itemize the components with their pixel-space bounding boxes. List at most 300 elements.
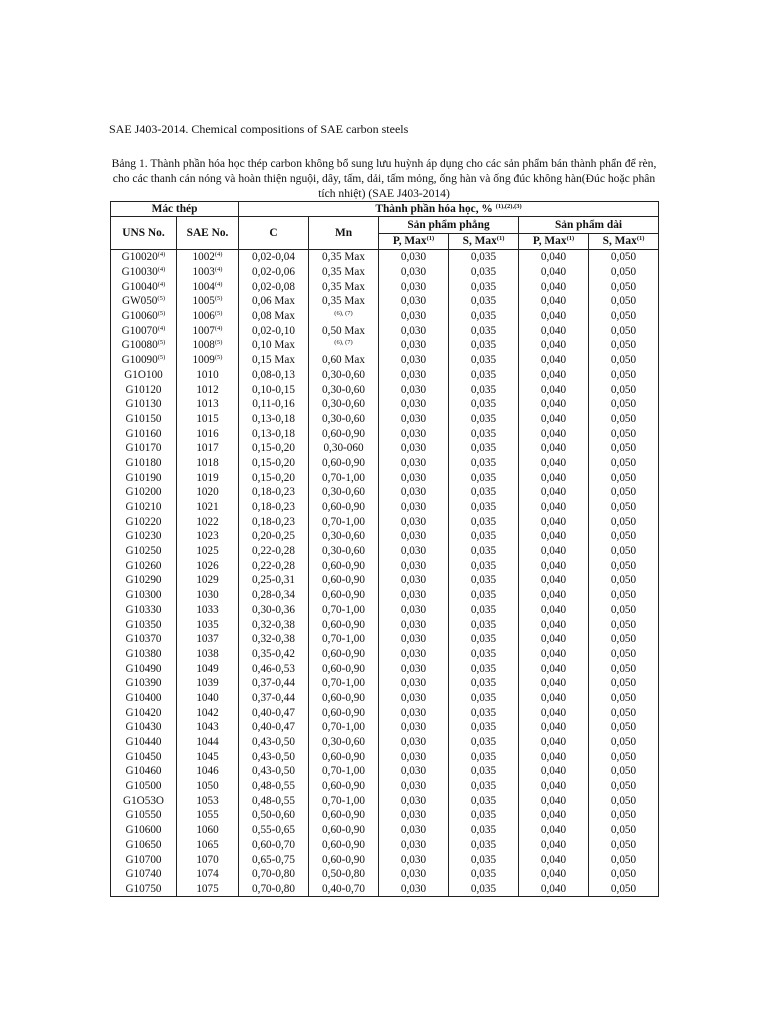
uns-cell-value: G10260 <box>125 559 162 572</box>
carbon-cell <box>239 529 309 544</box>
p-flat-cell-value: 0,030 <box>400 765 427 778</box>
s-long-cell <box>589 441 659 456</box>
manganese-cell <box>309 823 379 838</box>
header-p-max-long-label: P, Max <box>532 235 567 248</box>
s-long-cell <box>589 294 659 309</box>
carbon-cell <box>239 397 309 412</box>
p-flat-cell <box>379 676 449 691</box>
s-flat-cell-value: 0,035 <box>470 706 497 719</box>
uns-cell <box>111 470 177 485</box>
table-row <box>111 397 659 412</box>
header-s-max-long-note: (1) <box>636 235 645 243</box>
header-sae: SAE No. <box>177 217 239 250</box>
s-long-cell-value: 0,050 <box>610 530 637 543</box>
sae-cell-value: 1030 <box>196 589 219 602</box>
uns-cell <box>111 368 177 383</box>
header-c: C <box>239 217 309 250</box>
uns-cell-note: (4) <box>157 324 166 332</box>
carbon-cell-value: 0,43-0,50 <box>252 765 295 778</box>
carbon-cell <box>239 470 309 485</box>
s-flat-cell-value: 0,035 <box>470 824 497 837</box>
p-flat-cell-value: 0,030 <box>400 662 427 675</box>
sae-cell <box>177 705 239 720</box>
s-long-cell <box>589 808 659 823</box>
s-flat-cell <box>449 353 519 368</box>
p-flat-cell <box>379 397 449 412</box>
s-flat-cell-value: 0,035 <box>470 251 497 264</box>
s-long-cell-value: 0,050 <box>610 765 637 778</box>
s-flat-cell <box>449 882 519 897</box>
uns-cell-value: G10190 <box>125 471 162 484</box>
manganese-cell-value: 0,30-0,60 <box>322 398 365 411</box>
p-long-cell <box>519 309 589 324</box>
p-long-cell-value: 0,040 <box>540 574 567 587</box>
p-flat-cell-value: 0,030 <box>400 545 427 558</box>
table-row <box>111 691 659 706</box>
s-long-cell-value: 0,050 <box>610 251 637 264</box>
header-p-max-flat-label: P, Max <box>392 235 427 248</box>
s-long-cell <box>589 353 659 368</box>
uns-cell-value: G10300 <box>125 589 162 602</box>
p-long-cell <box>519 647 589 662</box>
s-flat-cell-value: 0,035 <box>470 618 497 631</box>
s-flat-cell-value: 0,035 <box>470 559 497 572</box>
sae-cell-value: 1023 <box>196 530 219 543</box>
s-long-cell <box>589 705 659 720</box>
uns-cell-value: G10740 <box>125 868 162 881</box>
sae-cell <box>177 382 239 397</box>
manganese-cell <box>309 397 379 412</box>
p-flat-cell <box>379 485 449 500</box>
p-flat-cell-value: 0,030 <box>400 354 427 367</box>
s-flat-cell <box>449 529 519 544</box>
uns-cell-note: (4) <box>157 266 166 274</box>
p-long-cell <box>519 779 589 794</box>
p-flat-cell <box>379 368 449 383</box>
s-flat-cell-value: 0,035 <box>470 456 497 469</box>
p-long-cell <box>519 735 589 750</box>
sae-cell <box>177 265 239 280</box>
table-caption: Bảng 1. Thành phần hóa học thép carbon không bổ sung lưu huỳnh áp dụng cho các sản phẩm bán thành phẩn để rèn, cho các thanh cán nóng và hoàn thiện nguội, dây, tấm, dải, tấm mỏng, ống hàn và ống đúc không hàn(Đúc hoặc phân tích nhiệt) (SAE J403-2014) <box>111 157 657 200</box>
table-row <box>111 852 659 867</box>
sae-cell-note: (5) <box>214 310 223 318</box>
s-flat-cell <box>449 397 519 412</box>
s-long-cell <box>589 426 659 441</box>
p-flat-cell-value: 0,030 <box>400 530 427 543</box>
s-long-cell-value: 0,050 <box>610 589 637 602</box>
sae-cell <box>177 852 239 867</box>
s-long-cell-value: 0,050 <box>610 545 637 558</box>
uns-cell <box>111 793 177 808</box>
sae-cell <box>177 808 239 823</box>
manganese-cell <box>309 603 379 618</box>
carbon-cell <box>239 705 309 720</box>
carbon-cell <box>239 279 309 294</box>
uns-cell <box>111 294 177 309</box>
sae-cell <box>177 412 239 427</box>
s-long-cell <box>589 456 659 471</box>
sae-cell <box>177 485 239 500</box>
manganese-cell <box>309 544 379 559</box>
p-flat-cell <box>379 632 449 647</box>
s-flat-cell-value: 0,035 <box>470 603 497 616</box>
p-flat-cell-value: 0,030 <box>400 383 427 396</box>
table-row <box>111 544 659 559</box>
uns-cell-value: G10170 <box>125 442 162 455</box>
manganese-cell <box>309 647 379 662</box>
sae-cell-value: 1013 <box>196 398 219 411</box>
s-flat-cell-value: 0,035 <box>470 853 497 866</box>
p-flat-cell-value: 0,030 <box>400 706 427 719</box>
uns-cell <box>111 529 177 544</box>
p-long-cell-value: 0,040 <box>540 603 567 616</box>
table-row <box>111 426 659 441</box>
uns-cell <box>111 558 177 573</box>
p-flat-cell <box>379 720 449 735</box>
p-long-cell <box>519 368 589 383</box>
s-flat-cell <box>449 852 519 867</box>
carbon-cell-value: 0,18-0,23 <box>252 486 295 499</box>
s-flat-cell-value: 0,035 <box>470 398 497 411</box>
s-flat-cell-value: 0,035 <box>470 647 497 660</box>
uns-cell-value: G10090 <box>121 354 158 367</box>
p-flat-cell-value: 0,030 <box>400 427 427 440</box>
s-flat-cell <box>449 441 519 456</box>
p-long-cell-value: 0,040 <box>540 691 567 704</box>
carbon-cell-value: 0,15-0,20 <box>252 442 295 455</box>
manganese-cell-value: 0,60-0,90 <box>322 706 365 719</box>
manganese-cell-value: 0,35 Max <box>322 295 365 308</box>
p-flat-cell-value: 0,030 <box>400 794 427 807</box>
sae-cell <box>177 676 239 691</box>
p-flat-cell-value: 0,030 <box>400 750 427 763</box>
sae-cell-value: 1042 <box>196 706 219 719</box>
uns-cell-value: G10150 <box>125 412 162 425</box>
manganese-cell <box>309 838 379 853</box>
carbon-cell-value: 0,02-0,08 <box>252 280 295 293</box>
p-long-cell <box>519 353 589 368</box>
p-flat-cell-value: 0,030 <box>400 780 427 793</box>
p-flat-cell <box>379 661 449 676</box>
s-long-cell <box>589 338 659 353</box>
s-long-cell-value: 0,050 <box>610 721 637 734</box>
manganese-cell-value: 0,35 Max <box>322 266 365 279</box>
s-long-cell <box>589 485 659 500</box>
p-long-cell-value: 0,040 <box>540 559 567 572</box>
carbon-cell-value: 0,22-0,28 <box>252 559 295 572</box>
p-flat-cell <box>379 309 449 324</box>
p-long-cell-value: 0,040 <box>540 794 567 807</box>
sae-cell-value: 1060 <box>196 824 219 837</box>
s-flat-cell <box>449 764 519 779</box>
p-long-cell-value: 0,040 <box>540 647 567 660</box>
manganese-cell <box>309 485 379 500</box>
p-flat-cell-value: 0,030 <box>400 882 427 895</box>
uns-cell <box>111 323 177 338</box>
header-s-max-flat <box>449 233 519 250</box>
uns-cell-value: G10350 <box>125 618 162 631</box>
s-long-cell-value: 0,050 <box>610 354 637 367</box>
s-long-cell-value: 0,050 <box>610 618 637 631</box>
sae-cell-value: 1003 <box>192 266 215 279</box>
table-row <box>111 793 659 808</box>
uns-cell <box>111 749 177 764</box>
table-row <box>111 764 659 779</box>
header-grade-group: Mác thép <box>111 202 239 217</box>
s-flat-cell-value: 0,035 <box>470 589 497 602</box>
sae-cell-value: 1040 <box>196 691 219 704</box>
sae-cell-value: 1053 <box>196 794 219 807</box>
carbon-cell <box>239 250 309 265</box>
header-p-max-long <box>519 233 589 250</box>
manganese-cell <box>309 353 379 368</box>
manganese-cell <box>309 368 379 383</box>
header-composition-group <box>239 202 659 217</box>
p-long-cell <box>519 603 589 618</box>
uns-cell-note: (4) <box>157 280 166 288</box>
s-flat-cell <box>449 382 519 397</box>
s-flat-cell <box>449 250 519 265</box>
sae-cell-value: 1075 <box>196 882 219 895</box>
uns-cell-value: G10080 <box>121 339 158 352</box>
sae-cell-value: 1005 <box>192 295 215 308</box>
table-row <box>111 661 659 676</box>
s-long-cell-value: 0,050 <box>610 427 637 440</box>
manganese-cell-value: 0,35 Max <box>322 251 365 264</box>
manganese-cell <box>309 661 379 676</box>
s-flat-cell-value: 0,035 <box>470 633 497 646</box>
p-long-cell <box>519 691 589 706</box>
carbon-cell-value: 0,15 Max <box>252 354 295 367</box>
manganese-cell <box>309 441 379 456</box>
s-long-cell <box>589 588 659 603</box>
manganese-cell-note: (6), (7) <box>334 339 353 347</box>
s-long-cell <box>589 544 659 559</box>
s-long-cell <box>589 720 659 735</box>
s-flat-cell <box>449 779 519 794</box>
carbon-cell-value: 0,48-0,55 <box>252 780 295 793</box>
s-long-cell-value: 0,050 <box>610 750 637 763</box>
table-row <box>111 412 659 427</box>
s-long-cell-value: 0,050 <box>610 280 637 293</box>
p-long-cell <box>519 470 589 485</box>
manganese-cell <box>309 294 379 309</box>
carbon-cell <box>239 823 309 838</box>
carbon-cell-value: 0,43-0,50 <box>252 736 295 749</box>
table-row <box>111 676 659 691</box>
s-flat-cell <box>449 323 519 338</box>
p-flat-cell-value: 0,030 <box>400 647 427 660</box>
uns-cell-value: G10040 <box>121 280 158 293</box>
s-flat-cell <box>449 412 519 427</box>
sae-cell <box>177 514 239 529</box>
s-flat-cell-value: 0,035 <box>470 324 497 337</box>
uns-cell-value: G10400 <box>125 691 162 704</box>
manganese-cell <box>309 573 379 588</box>
manganese-cell <box>309 676 379 691</box>
table-row <box>111 882 659 897</box>
p-long-cell-value: 0,040 <box>540 412 567 425</box>
manganese-cell-value: 0,30-0,60 <box>322 486 365 499</box>
s-flat-cell <box>449 309 519 324</box>
manganese-cell-value: 0,35 Max <box>322 280 365 293</box>
carbon-cell-value: 0,37-0,44 <box>252 677 295 690</box>
p-flat-cell <box>379 456 449 471</box>
carbon-cell <box>239 632 309 647</box>
p-flat-cell <box>379 294 449 309</box>
table-row <box>111 441 659 456</box>
carbon-cell <box>239 764 309 779</box>
manganese-cell <box>309 323 379 338</box>
s-long-cell-value: 0,050 <box>610 310 637 323</box>
s-long-cell <box>589 749 659 764</box>
sae-cell <box>177 558 239 573</box>
carbon-cell-value: 0,02-0,10 <box>252 324 295 337</box>
s-flat-cell-value: 0,035 <box>470 368 497 381</box>
manganese-cell <box>309 764 379 779</box>
uns-cell-value: G10230 <box>125 530 162 543</box>
carbon-cell <box>239 603 309 618</box>
uns-cell-value: G10290 <box>125 574 162 587</box>
s-flat-cell <box>449 265 519 280</box>
p-long-cell <box>519 867 589 882</box>
p-flat-cell <box>379 793 449 808</box>
p-long-cell <box>519 838 589 853</box>
composition-table <box>110 201 659 897</box>
uns-cell <box>111 705 177 720</box>
header-s-max-long <box>589 233 659 250</box>
table-row <box>111 279 659 294</box>
s-flat-cell-value: 0,035 <box>470 486 497 499</box>
manganese-cell <box>309 470 379 485</box>
s-flat-cell-value: 0,035 <box>470 295 497 308</box>
table-row <box>111 603 659 618</box>
s-flat-cell-value: 0,035 <box>470 339 497 352</box>
s-long-cell <box>589 882 659 897</box>
p-long-cell-value: 0,040 <box>540 368 567 381</box>
sae-cell-value: 1002 <box>192 251 215 264</box>
carbon-cell-value: 0,65-0,75 <box>252 853 295 866</box>
table-row <box>111 617 659 632</box>
sae-cell-note: (4) <box>214 280 223 288</box>
carbon-cell-value: 0,37-0,44 <box>252 691 295 704</box>
manganese-cell <box>309 382 379 397</box>
carbon-cell-value: 0,20-0,25 <box>252 530 295 543</box>
p-long-cell-value: 0,040 <box>540 354 567 367</box>
s-flat-cell <box>449 338 519 353</box>
sae-cell-value: 1074 <box>196 868 219 881</box>
p-long-cell-value: 0,040 <box>540 545 567 558</box>
s-long-cell-value: 0,050 <box>610 868 637 881</box>
uns-cell <box>111 412 177 427</box>
p-long-cell-value: 0,040 <box>540 515 567 528</box>
sae-cell-value: 1017 <box>196 442 219 455</box>
table-row <box>111 353 659 368</box>
table-row <box>111 573 659 588</box>
carbon-cell-value: 0,46-0,53 <box>252 662 295 675</box>
p-long-cell-value: 0,040 <box>540 706 567 719</box>
p-long-cell <box>519 265 589 280</box>
carbon-cell-value: 0,43-0,50 <box>252 750 295 763</box>
manganese-cell <box>309 338 379 353</box>
p-long-cell-value: 0,040 <box>540 471 567 484</box>
manganese-cell-value: 0,30-0,60 <box>322 368 365 381</box>
p-flat-cell-value: 0,030 <box>400 559 427 572</box>
s-flat-cell-value: 0,035 <box>470 868 497 881</box>
p-flat-cell <box>379 470 449 485</box>
p-long-cell <box>519 412 589 427</box>
uns-cell-value: G10420 <box>125 706 162 719</box>
header-row-columns <box>111 217 659 234</box>
sae-cell-value: 1012 <box>196 383 219 396</box>
s-long-cell-value: 0,050 <box>610 574 637 587</box>
manganese-cell-value: 0,60-0,90 <box>322 750 365 763</box>
s-long-cell-value: 0,050 <box>610 691 637 704</box>
carbon-cell-value: 0,22-0,28 <box>252 545 295 558</box>
uns-cell <box>111 603 177 618</box>
manganese-cell-value: 0,60-0,90 <box>322 618 365 631</box>
p-flat-cell-value: 0,030 <box>400 853 427 866</box>
p-long-cell <box>519 676 589 691</box>
s-long-cell-value: 0,050 <box>610 486 637 499</box>
p-flat-cell <box>379 705 449 720</box>
p-flat-cell <box>379 882 449 897</box>
p-flat-cell <box>379 749 449 764</box>
carbon-cell <box>239 456 309 471</box>
s-long-cell <box>589 250 659 265</box>
manganese-cell <box>309 867 379 882</box>
uns-cell <box>111 441 177 456</box>
sae-cell-value: 1007 <box>192 324 215 337</box>
manganese-cell-value: 0,70-1,00 <box>322 677 365 690</box>
s-long-cell-value: 0,050 <box>610 794 637 807</box>
p-flat-cell <box>379 558 449 573</box>
carbon-cell-value: 0,18-0,23 <box>252 515 295 528</box>
s-flat-cell-value: 0,035 <box>470 677 497 690</box>
uns-cell <box>111 764 177 779</box>
carbon-cell <box>239 558 309 573</box>
p-long-cell <box>519 558 589 573</box>
uns-cell-value: G10330 <box>125 603 162 616</box>
s-flat-cell <box>449 558 519 573</box>
sae-cell-value: 1055 <box>196 809 219 822</box>
table-row <box>111 720 659 735</box>
header-s-max-long-label: S, Max <box>602 235 637 248</box>
sae-cell <box>177 338 239 353</box>
s-flat-cell-value: 0,035 <box>470 809 497 822</box>
manganese-cell <box>309 779 379 794</box>
p-flat-cell <box>379 603 449 618</box>
manganese-cell-value: 0,60-0,90 <box>322 824 365 837</box>
carbon-cell <box>239 882 309 897</box>
manganese-cell-value: 0,60-0,90 <box>322 559 365 572</box>
uns-cell <box>111 735 177 750</box>
uns-cell <box>111 250 177 265</box>
uns-cell <box>111 661 177 676</box>
s-long-cell-value: 0,050 <box>610 368 637 381</box>
p-long-cell <box>519 661 589 676</box>
uns-cell-value: G10490 <box>125 662 162 675</box>
table-row <box>111 338 659 353</box>
p-long-cell <box>519 397 589 412</box>
p-long-cell <box>519 500 589 515</box>
sae-cell-value: 1025 <box>196 545 219 558</box>
p-long-cell <box>519 456 589 471</box>
uns-cell <box>111 676 177 691</box>
s-flat-cell <box>449 456 519 471</box>
s-long-cell-value: 0,050 <box>610 559 637 572</box>
header-row-groups <box>111 202 659 217</box>
